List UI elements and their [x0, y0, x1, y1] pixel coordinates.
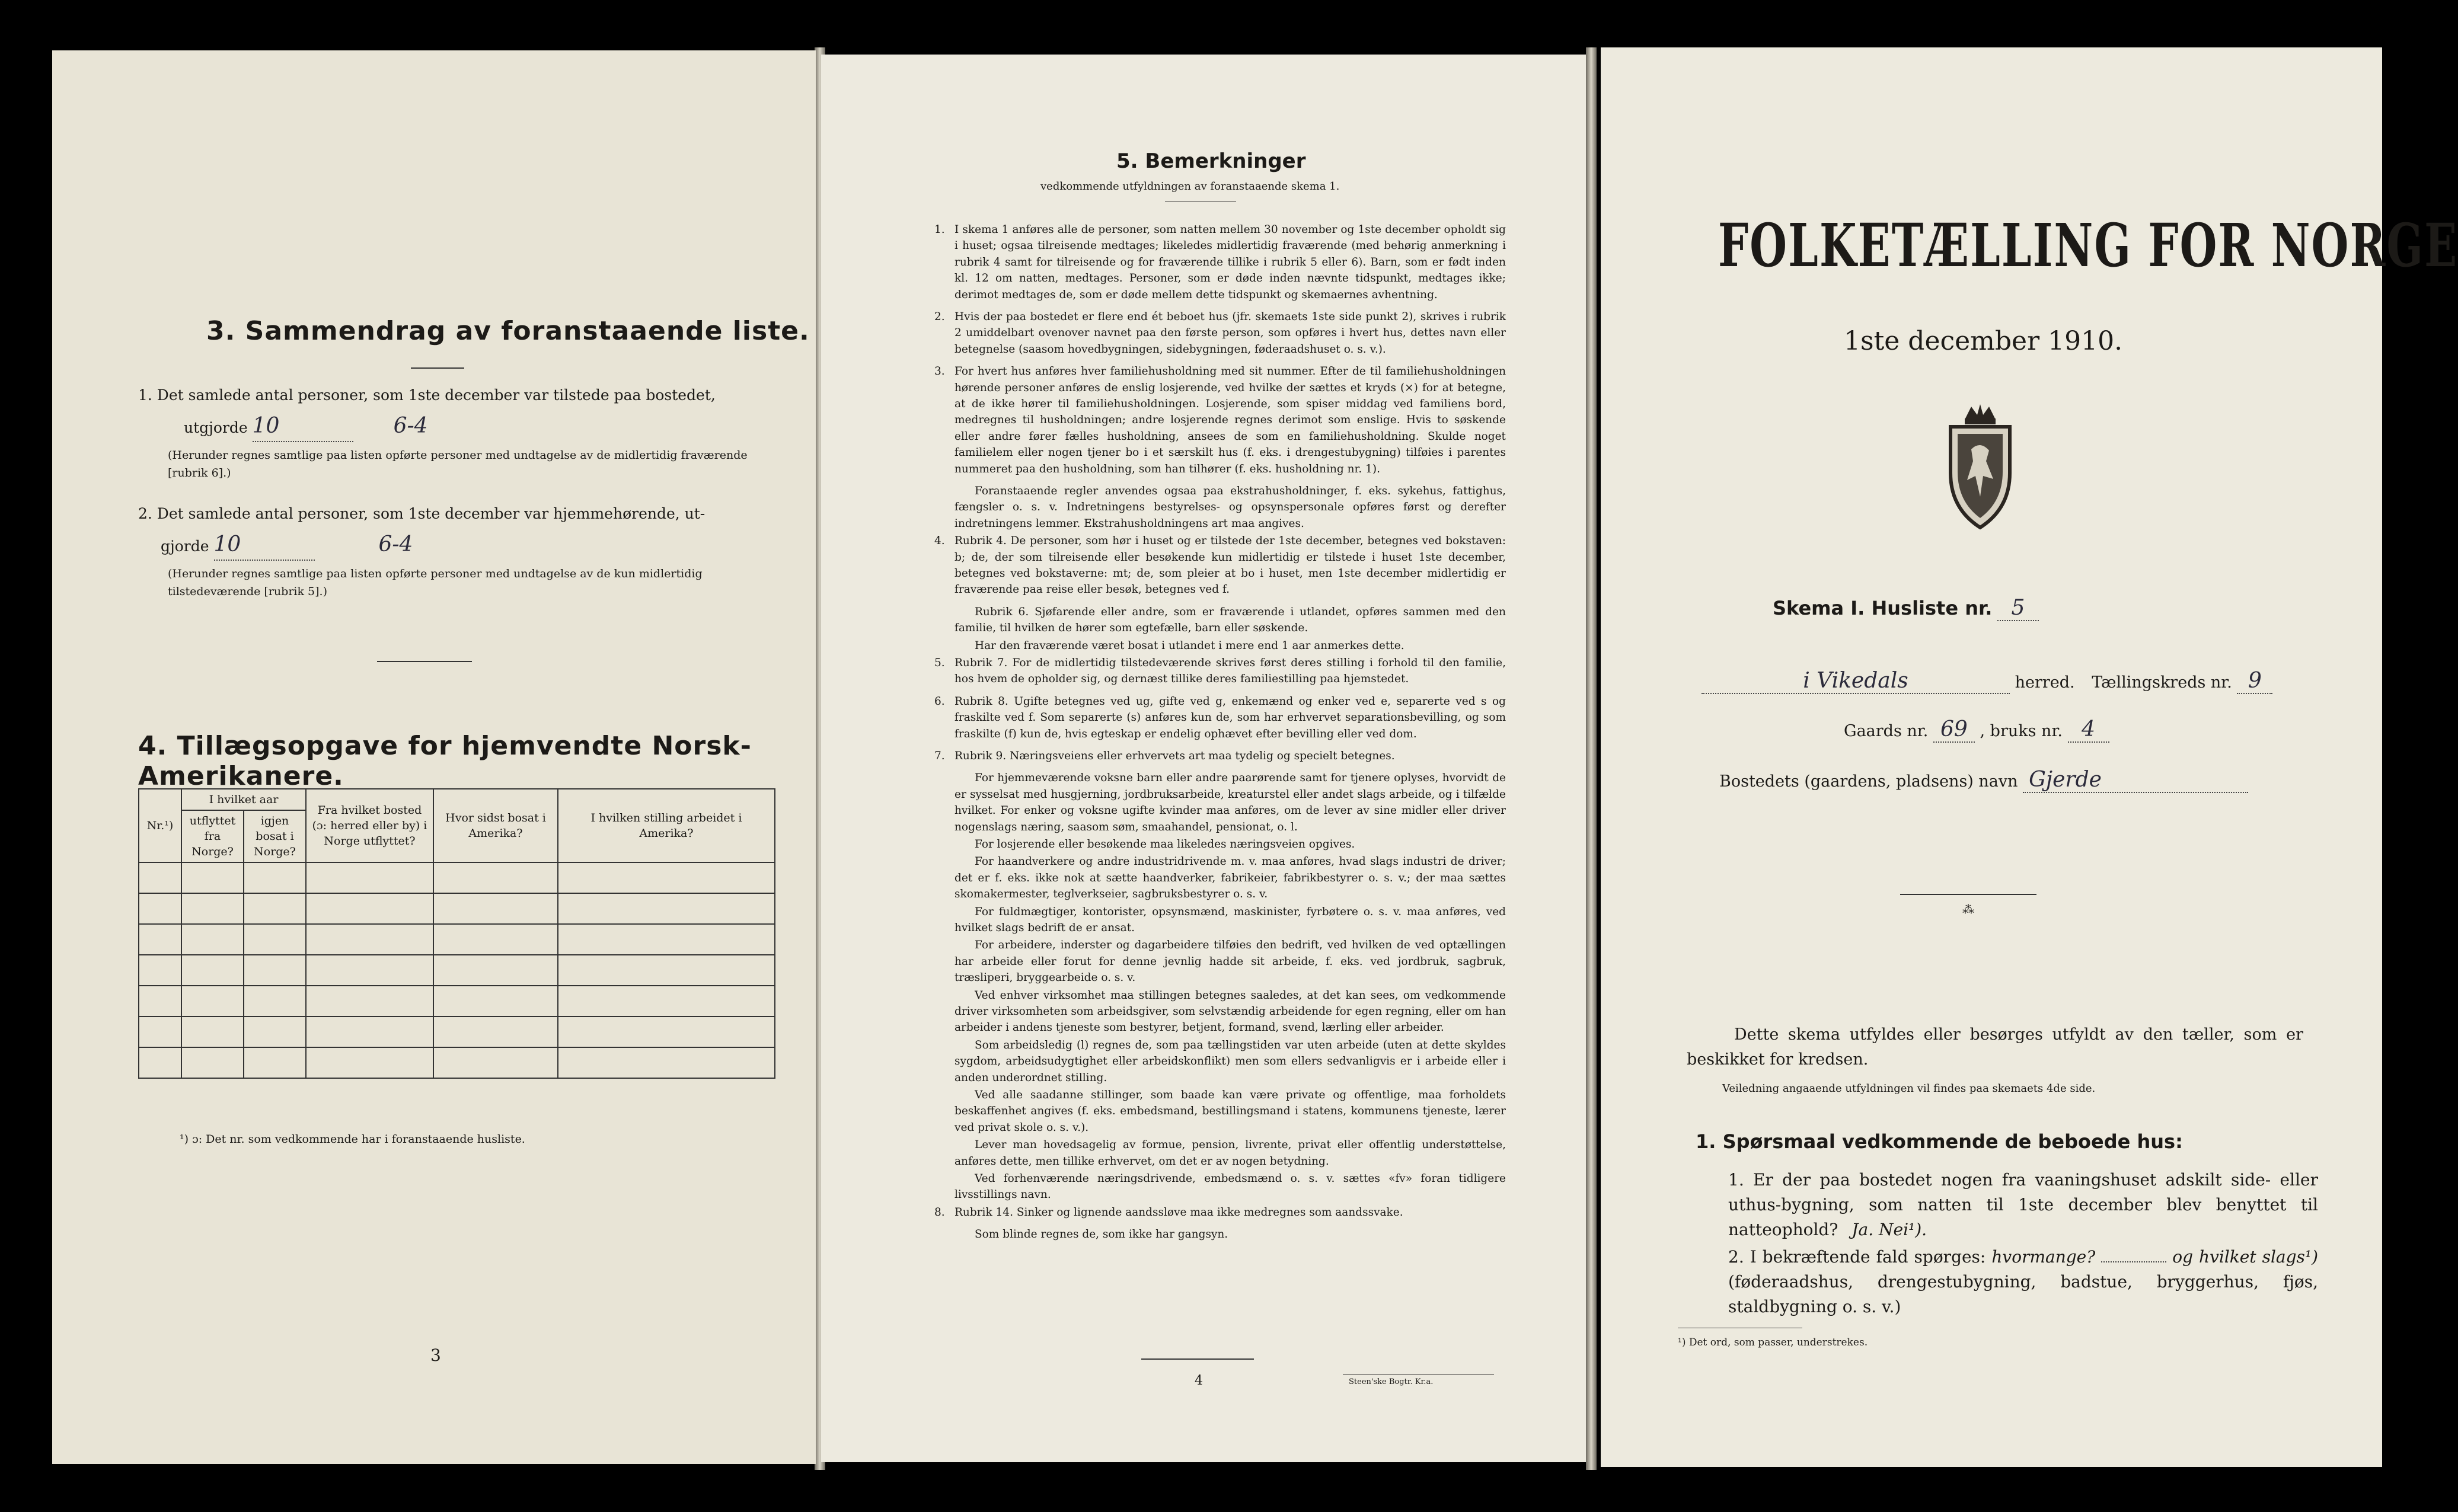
ornament-icon: ⁂	[1962, 902, 1974, 916]
remark-text: For fuldmægtiger, kontorister, opsynsmænd, maskinister, fyrbøtere o. s. v. maa anføres, ved hvilket slags bedrift de er ansat.	[955, 905, 1506, 934]
remark-item	[934, 693, 1506, 742]
remarks-title: 5. Bemerkninger	[1116, 149, 1306, 173]
footnote: ¹) Det ord, som passer, understrekes.	[1678, 1337, 1868, 1348]
table-row	[139, 986, 775, 1016]
remark-item	[934, 309, 1506, 357]
right-page	[1601, 47, 2458, 1467]
bruks-label: , bruks nr.	[1980, 722, 2063, 740]
census-title: FOLKETÆLLING FOR NORGE	[1718, 210, 2458, 280]
remark-item	[955, 638, 1506, 654]
divider	[1900, 894, 2036, 895]
remark-item	[934, 533, 1506, 598]
table-row	[139, 1016, 775, 1047]
divider	[411, 367, 464, 369]
printer-mark: Steen'ske Bogtr. Kr.a.	[1349, 1377, 1434, 1386]
question-heading: 1. Spørsmaal vedkommende de beboede hus:	[1696, 1130, 2183, 1153]
question-2: 2. I bekræftende fald spørges: hvormange? og hvilket slags¹) (føderaadshus, drengestubygning, badstue, bryggerhus, fjøs, staldbygning o. s. v.)	[1728, 1247, 2319, 1316]
remark-item	[955, 1087, 1506, 1136]
remark-text: For hjemmeværende voksne barn eller andre paarørende samt for tjenere oplyses, hvorvidt de er sysselsat med husgjerning, jordbruksarbeide, kreaturstel eller andet slags arbeide, og i tilfælde hvilket. For enker og voksne ugifte kvinder maa anføres, om de lever av sine midler eller driver nogenslags næring, saasom søm, smaahandel, pensionat, o. l.	[955, 772, 1506, 833]
intro-text: Dette skema utfyldes eller besørges utfyldt av den tæller, som er beskikket for kredsen.	[1687, 1025, 2303, 1069]
remark-text: Lever man hovedsagelig av formue, pension, livrente, privat eller offentlig understøttelse, anføres dette, men tillike erhvervet, om det er av nogen betydning.	[955, 1139, 1506, 1168]
item2-handwritten: 6-4	[378, 532, 413, 557]
bruks-value: 4	[2082, 717, 2096, 741]
bosted-line	[1719, 768, 2248, 793]
divider	[1141, 1358, 1254, 1360]
item1-line	[184, 413, 658, 442]
remark-item	[934, 222, 1506, 303]
left-page	[52, 50, 816, 1464]
remark-item	[955, 1037, 1506, 1086]
bosted-value: Gjerde	[2029, 768, 2102, 792]
page-number: 3	[430, 1345, 441, 1365]
remark-number: 6.	[934, 695, 945, 708]
divider	[377, 661, 472, 662]
remark-item	[955, 1171, 1506, 1203]
remark-item	[955, 937, 1506, 986]
remark-item	[934, 363, 1506, 477]
remark-text: Som blinde regnes de, som ikke har gangsyn.	[975, 1228, 1228, 1241]
remark-text: For losjerende eller besøkende maa likeledes næringsveien opgives.	[975, 838, 1355, 851]
norway-coat-of-arms-icon	[1939, 402, 2022, 532]
remark-text: Ved forhenværende næringsdrivende, embedsmænd o. s. v. sættes «fv» foran tidligere livsstillings navn.	[955, 1172, 1506, 1201]
remark-item	[955, 483, 1506, 532]
herred-label: herred.	[2015, 673, 2075, 692]
herred-line	[1702, 669, 2272, 694]
gaards-value: 69	[1940, 717, 1968, 741]
remark-item	[934, 748, 1506, 764]
remark-item	[955, 987, 1506, 1036]
item2-prefix: gjorde	[161, 538, 209, 555]
remark-item	[955, 1226, 1506, 1242]
item2-line	[161, 532, 635, 561]
page-number: 4	[1195, 1373, 1203, 1388]
remark-item	[955, 770, 1506, 835]
remark-text: I skema 1 anføres alle de personer, som natten mellem 30 november og 1ste december opholdt sig i huset; ogsaa tilreisende medtages; likeledes midlertidig fraværende (med behørig anmerkning i rubrik 4 samt for tilreisende og for fraværende tillike i rubrik 5 eller 6). Barn, som er født inden kl. 12 om natten, medtages. Personer, som er døde inden nævnte tidspunkt, medtages ikke; derimot medtages de, som er døde mellem dette tidspunkt og skemaernes avhentning.	[955, 223, 1506, 301]
remark-text: For haandverkere og andre industridrivende m. v. maa anføres, hvad slags industri de driver; det er f. eks. ikke nok at sætte haandverker, fabrikeier, fabrikbestyrer o. s. v.; der maa sættes skomakermester, teglverkseier, sagbruksbestyrer o. s. v.	[955, 855, 1506, 901]
item2-note: (Herunder regnes samtlige paa listen opførte personer med undtagelse av de kun midlertidig tilstedeværende [rubrik 5].)	[168, 567, 703, 598]
section4-title: 4. Tillægsopgave for hjemvendte Norsk-Amerikanere.	[138, 731, 752, 791]
remark-text: For arbeidere, inderster og dagarbeidere tilføies den bedrift, ved hvilken de ved optællingen har arbeide eller forut for denne jevnlig hadde sit arbeide, f. eks. ved jordbruk, sagbruk, træsliperi, bryggearbeide o. s. v.	[955, 939, 1506, 984]
guidance-text: Veiledning angaaende utfyldningen vil findes paa skemaets 4de side.	[1722, 1082, 2096, 1095]
bosted-label: Bostedets (gaardens, pladsens) navn	[1719, 772, 2018, 791]
middle-page	[821, 55, 1586, 1462]
th-returned: igjen bosat i Norge?	[244, 810, 306, 862]
th-emigrated: utflyttet fra Norge?	[181, 810, 244, 862]
item1-handwritten: 6-4	[393, 414, 428, 438]
census-date: 1ste december 1910.	[1844, 326, 2123, 356]
table-row	[139, 893, 775, 924]
item1-value: 10	[252, 414, 280, 438]
remark-item	[955, 904, 1506, 936]
remark-text: Hvis der paa bostedet er flere end ét beboet hus (jfr. skemaets 1ste side punkt 2), skrives i rubrik 2 umiddelbart ovenover navnet paa den første person, som opføres i hvert hus, dettes navn eller betegnelse (saasom hovedbygningen, sidebygningen, føderaadshuset o. s. v.).	[955, 311, 1506, 356]
remark-text: Rubrik 4. De personer, som hør i huset og er tilstede der 1ste december, betegnes ved bokstaven: b; de, der som tilreisende eller besøkende kun midlertidig er tilstede i huset 1ste december, betegnes ved bokstaverne: mt; de, som pleier at bo i huset, men 1ste december midlertidig er fraværende paa reise eller besøk, betegnes ved f.	[955, 535, 1506, 596]
th-position: I hvilken stilling arbeidet i Amerika?	[558, 789, 775, 862]
remark-text: Rubrik 14. Sinker og lignende aandssløve maa ikke medregnes som aandssvake.	[955, 1206, 1403, 1219]
remark-text: Rubrik 7. For de midlertidig tilstedeværende skrives først deres stilling i forhold til den familie, hos hvem de opholder sig, og dernæst tillike deres familiestilling paa hjemstedet.	[955, 657, 1506, 686]
remark-text: Foranstaaende regler anvendes ogsaa paa ekstrahusholdninger, f. eks. sykehus, fattighus, fængsler o. s. v. Indretningens bestyrelses- og opsynspersonale opføres først og derefter indretningens lemmer. Ekstrahusholdningens art maa angives.	[955, 485, 1506, 530]
table-row	[139, 862, 775, 893]
item2-value: 10	[213, 532, 241, 557]
question-1: 1. Er der paa bostedet nogen fra vaaningshuset adskilt side- eller uthus-bygning, som natten til 1ste december blev benyttet til natteophold? Ja. Nei¹).	[1728, 1170, 2318, 1239]
gaards-label: Gaards nr.	[1844, 722, 1929, 740]
q1-options: Ja. Nei¹).	[1852, 1220, 1927, 1239]
remark-number: 7.	[934, 750, 945, 762]
remark-text: Som arbeidsledig (l) regnes de, som paa tællingstiden var uten arbeide (uten at dette skyldes sygdom, arbeidsudygtighet eller arbeidskonflikt) men som ellers sedvanligvis er i arbeide eller i anden underordnet stilling.	[955, 1038, 1506, 1084]
schema-line	[1773, 596, 2039, 621]
table-footnote: ¹) ɔ: Det nr. som vedkommende har i foranstaaende husliste.	[180, 1133, 525, 1146]
item2-text: 2. Det samlede antal personer, som 1ste december var hjemmehørende, ut-	[138, 505, 706, 522]
page-gutter	[1586, 47, 1597, 1470]
remark-number: 3.	[934, 365, 945, 378]
remark-text: Rubrik 6. Sjøfarende eller andre, som er fraværende i utlandet, opføres sammen med den familie, til hvilken de hører som egtefælle, barn eller søskende.	[955, 605, 1506, 635]
section3-title: 3. Sammendrag av foranstaaende liste.	[206, 316, 810, 346]
remark-text: Rubrik 8. Ugifte betegnes ved ug, gifte ved g, enkemænd og enker ved e, separerte ved s og fraskilte ved f. Som separerte (s) anføres kun de, som har erhvervet separationsbevilling, og som fraskilte (f) kun de, hvis egteskap er endelig ophævet efter bevilling eller ved dom.	[955, 695, 1506, 740]
table-row	[139, 924, 775, 955]
remark-item	[955, 854, 1506, 902]
remark-text: Har den fraværende været bosat i utlandet i mere end 1 aar anmerkes dette.	[975, 639, 1404, 652]
schema-label: Skema I. Husliste nr.	[1773, 597, 1993, 619]
remark-number: 4.	[934, 535, 945, 548]
item1-note: (Herunder regnes samtlige paa listen opførte personer med undtagelse av de midlertidig fraværende [rubrik 6].)	[168, 449, 748, 480]
krets-value: 9	[2248, 669, 2262, 693]
remark-number: 1.	[934, 223, 945, 236]
remark-text: Ved enhver virksomhet maa stillingen betegnes saaledes, at det kan sees, om vedkommende driver virksomheten som arbeidsgiver, som selvstændig arbeidende for egen regning, eller om han arbeider i andens tjeneste som bestyrer, betjent, formand, svend, lærling eller arbeider.	[955, 989, 1506, 1034]
item1-text: 1. Det samlede antal personer, som 1ste december var tilstede paa bostedet,	[138, 386, 716, 404]
remark-item	[955, 836, 1506, 852]
schema-value: 5	[2011, 596, 2025, 620]
remark-text: For hvert hus anføres hver familiehusholdning med sit nummer. Efter de til familiehusholdningen hørende personer anføres de enslig losjerende, ved hvilke der sættes et kryds (×) for at betegne, at de ikke hører til familiehusholdningen. Losjerende, som spiser middag ved familiens bord, medregnes til husholdningen; andre losjerende regnes derimot som enslige. Hvis to søskende eller andre fører fælles husholdning, ansees de som en familiehusholdning. Skulde noget familielem eller nogen tjener bo i et særskilt hus (f. eks. i drengestubygning) tilføies i parentes nummeret paa den husholdning, som han tilhører (f. eks. husholdning nr. 1).	[955, 365, 1506, 475]
norsk-amerikanere-table	[138, 788, 775, 1079]
item1-prefix: utgjorde	[184, 419, 248, 436]
remark-item	[955, 604, 1506, 637]
krets-label: Tællingskreds nr.	[2092, 673, 2232, 692]
remark-text: Rubrik 9. Næringsveiens eller erhvervets art maa tydelig og specielt betegnes.	[955, 750, 1395, 762]
table-row	[139, 955, 775, 986]
remark-text: Ved alle saadanne stillinger, som baade kan være private og offentlige, maa forholdets beskaffenhet angives (f. eks. embedsmand, bestillingsmand i statens, kommunens tjeneste, lærer ved privat skole o. s. v.).	[955, 1089, 1506, 1134]
remark-item	[934, 1204, 1506, 1220]
th-year-group: I hvilket aar	[181, 789, 306, 810]
th-nr: Nr.¹)	[139, 789, 181, 862]
gaards-line	[1844, 717, 2109, 743]
th-from-place: Fra hvilket bosted (ɔ: herred eller by) i Norge utflyttet?	[306, 789, 433, 862]
th-last-america: Hvor sidst bosat i Amerika?	[433, 789, 558, 862]
table-row	[139, 1047, 775, 1078]
remark-item	[955, 1137, 1506, 1169]
remark-number: 5.	[934, 657, 945, 669]
remark-number: 8.	[934, 1206, 945, 1219]
remark-item	[934, 655, 1506, 688]
remarks-subtitle: vedkommende utfyldningen av foranstaaende skema 1.	[1040, 180, 1340, 193]
herred-value: i Vikedals	[1803, 669, 1908, 693]
remark-number: 2.	[934, 311, 945, 323]
